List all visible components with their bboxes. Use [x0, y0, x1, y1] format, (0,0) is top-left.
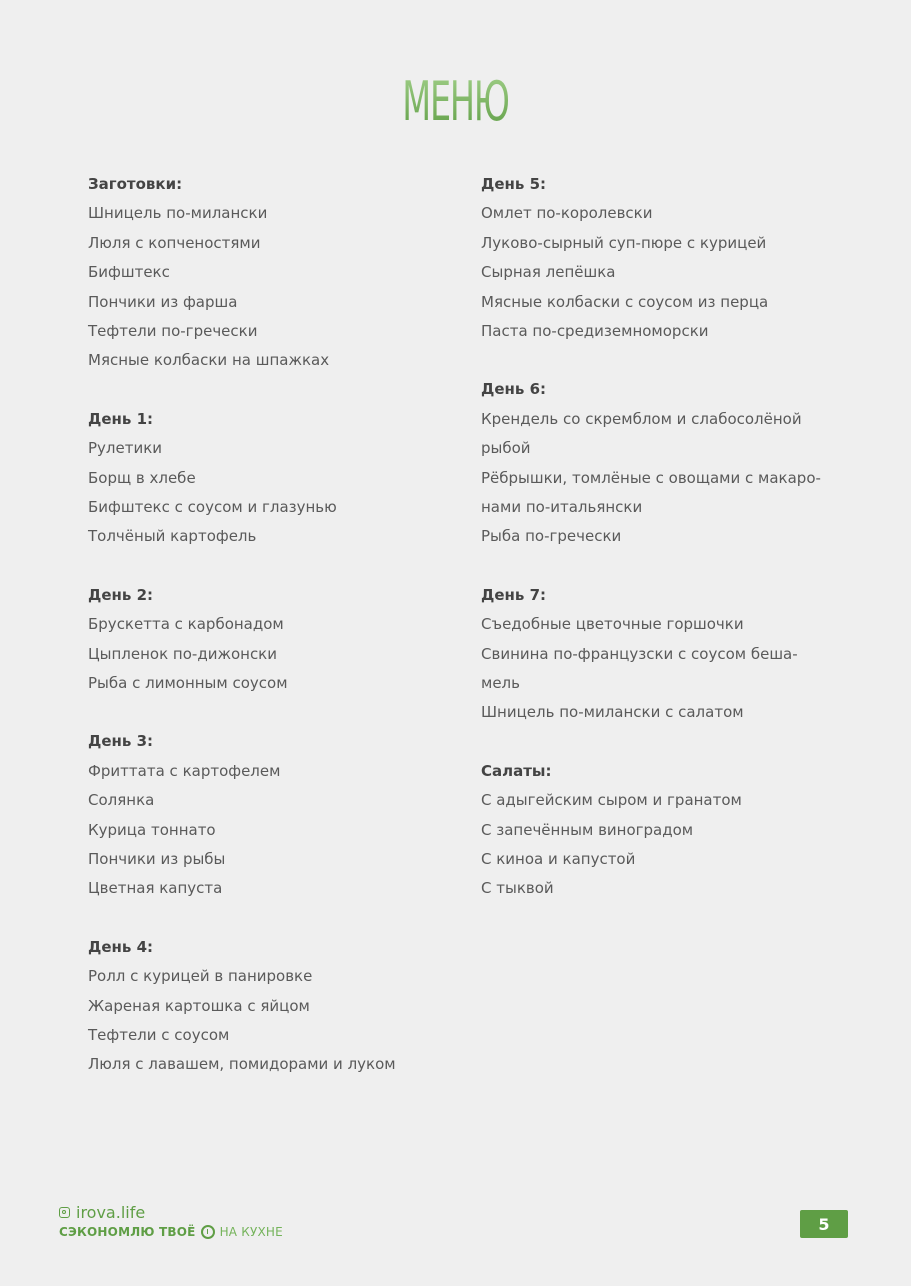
page-title: МЕНЮ — [173, 70, 738, 133]
menu-item: С запечённым виноградом — [481, 820, 694, 839]
menu-item: Рулетики — [88, 439, 163, 458]
menu-item: Толчёный картофель — [88, 527, 257, 546]
menu-item: Омлет по-королевски — [481, 204, 653, 223]
menu-item: Курица тоннато — [88, 820, 216, 839]
section-heading: Салаты: — [481, 761, 552, 780]
menu-item: Рыба с лимонным соусом — [88, 674, 288, 693]
menu-item: С адыгейским сыром и гранатом — [481, 791, 742, 810]
section-heading: День 3: — [88, 732, 154, 751]
instagram-handle[interactable] — [59, 1203, 283, 1222]
menu-item: рыбой — [481, 439, 531, 458]
menu-item: Люля с лавашем, помидорами и луком — [88, 1055, 396, 1074]
menu-item: Пончики из фарша — [88, 292, 238, 311]
menu-section — [88, 933, 448, 1080]
menu-item: Люля с копченостями — [88, 233, 261, 252]
menu-item: Тефтели по-гречески — [88, 322, 258, 341]
handle-text: irova.life — [76, 1203, 146, 1222]
menu-item: Ролл с курицей в панировке — [88, 967, 313, 986]
menu-item: С тыквой — [481, 879, 554, 898]
slogan-part-2: НА КУХНЕ — [219, 1225, 283, 1239]
menu-section — [481, 757, 821, 904]
menu-item: Бифштекс — [88, 263, 170, 282]
menu-section — [88, 170, 448, 376]
section-heading: День 4: — [88, 937, 154, 956]
menu-item: Паста по-средиземноморски — [481, 322, 709, 341]
section-heading: День 7: — [481, 585, 547, 604]
page-number-badge: 5 — [800, 1210, 848, 1238]
menu-item: Шницель по-милански с салатом — [481, 703, 744, 722]
menu-item: нами по-итальянски — [481, 498, 643, 517]
menu-item: Жареная картошка с яйцом — [88, 996, 310, 1015]
slogan-part-1: СЭКОНОМЛЮ ТВОЁ — [59, 1225, 196, 1239]
section-heading: День 1: — [88, 409, 154, 428]
menu-item: Солянка — [88, 791, 155, 810]
menu-section — [88, 405, 448, 552]
alarm-clock-icon — [201, 1225, 215, 1239]
menu-item: Фриттата с картофелем — [88, 761, 281, 780]
menu-column-right — [481, 170, 821, 933]
menu-item: Съедобные цветочные горшочки — [481, 615, 744, 634]
menu-item: мель — [481, 674, 520, 693]
menu-item: Рыба по-гречески — [481, 527, 622, 546]
instagram-icon — [59, 1207, 70, 1218]
menu-item: Цыпленок по-дижонски — [88, 644, 277, 663]
section-heading: День 5: — [481, 175, 547, 193]
menu-item: Пончики из рыбы — [88, 850, 226, 869]
menu-column-left — [88, 170, 448, 1109]
menu-item: Брускетта с карбонадом — [88, 615, 284, 634]
menu-section — [481, 375, 821, 551]
menu-item: Тефтели с соусом — [88, 1026, 230, 1045]
section-heading: День 2: — [88, 585, 154, 604]
menu-item: Бифштекс с соусом и глазунью — [88, 498, 337, 517]
menu-item: С киноа и капустой — [481, 850, 636, 869]
menu-item: Луково-сырный суп-пюре с курицей — [481, 233, 767, 252]
menu-item: Цветная капуста — [88, 879, 223, 898]
menu-item: Рёбрышки, томлёные с овощами с макаро- — [481, 468, 821, 487]
menu-item: Мясные колбаски с соусом из перца — [481, 292, 769, 311]
menu-item: Крендель со скремблом и слабосолёной — [481, 409, 802, 428]
menu-item: Мясные колбаски на шпажках — [88, 351, 330, 370]
section-heading: Заготовки: — [88, 175, 183, 193]
menu-item: Свинина по-французски с соусом беша- — [481, 644, 798, 663]
menu-section — [481, 170, 821, 346]
menu-section — [88, 727, 448, 903]
slogan — [59, 1225, 283, 1239]
menu-item: Сырная лепёшка — [481, 263, 616, 282]
menu-item: Шницель по-милански — [88, 204, 268, 223]
menu-section — [481, 581, 821, 728]
menu-section — [88, 581, 448, 699]
menu-item: Борщ в хлебе — [88, 468, 196, 487]
section-heading: День 6: — [481, 380, 547, 399]
footer-brand — [59, 1203, 283, 1239]
